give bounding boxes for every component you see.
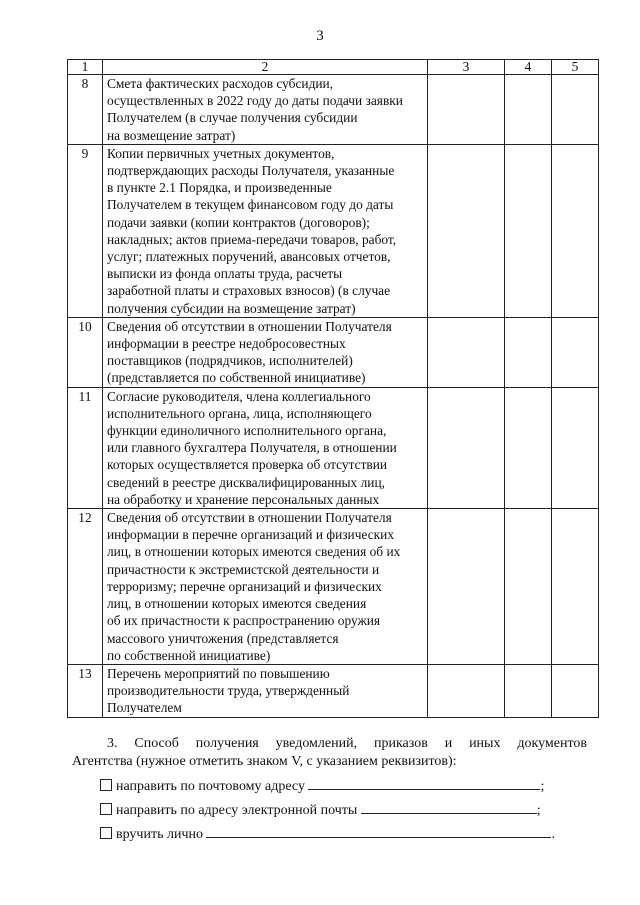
- table-row: [68, 317, 599, 387]
- empty-cell: [428, 387, 505, 508]
- punctuation: ;: [540, 779, 545, 794]
- punctuation: .: [551, 827, 555, 842]
- empty-cell: [428, 75, 505, 145]
- fill-line[interactable]: [206, 825, 551, 838]
- empty-cell: [505, 509, 552, 665]
- row-text: Сведения об отсутствии в отношении Получателя информации в реестре недобросовестных поставщиков (подрядчиков, исполнителей) (представляется по собственной инициативе): [103, 317, 428, 387]
- table-row: [68, 509, 599, 665]
- row-text: Смета фактических расходов субсидии, осуществленных в 2022 году до даты подачи заявки Получателем (в случае получения субсидии на возмещение затрат): [103, 75, 428, 145]
- empty-cell: [552, 387, 599, 508]
- option-email: [100, 801, 541, 820]
- empty-cell: [428, 664, 505, 717]
- documents-table: [67, 59, 599, 718]
- option-label: направить по почтовому адресу: [116, 779, 305, 794]
- checkbox[interactable]: [100, 803, 112, 815]
- empty-cell: [505, 144, 552, 317]
- checkbox[interactable]: [100, 827, 112, 839]
- row-number: 8: [68, 75, 103, 145]
- empty-cell: [428, 509, 505, 665]
- empty-cell: [552, 509, 599, 665]
- header-cell: 5: [552, 60, 599, 75]
- header-cell: 2: [103, 60, 428, 75]
- option-label: направить по адресу электронной почты: [116, 803, 358, 818]
- fill-line[interactable]: [308, 777, 540, 790]
- punctuation: ;: [536, 803, 541, 818]
- row-text: Согласие руководителя, члена коллегиального исполнительного органа, лица, исполняющего функции единоличного исполнительного органа, или главного бухгалтера Получателя, в отношении которых осуществляется проверка об отсутствии сведений в реестре дисквалифицированных лиц, на обработку и хранение персональных данных: [103, 387, 428, 508]
- section-3-line-2: Агентства (нужное отметить знаком V, с указанием реквизитов):: [72, 754, 457, 769]
- empty-cell: [428, 144, 505, 317]
- empty-cell: [505, 317, 552, 387]
- checkbox[interactable]: [100, 779, 112, 791]
- empty-cell: [552, 664, 599, 717]
- row-text: Сведения об отсутствии в отношении Получателя информации в перечне организаций и физических лиц, в отношении которых имеются сведения об их причастности к экстремистской деятельности и терроризму; перечне организаций и физических лиц, в отношении которых имеются сведения об их причастности к распространению оружия массового уничтожения (представляется по собственной инициативе): [103, 509, 428, 665]
- row-number: 12: [68, 509, 103, 665]
- option-label: вручить лично: [116, 827, 203, 842]
- empty-cell: [428, 317, 505, 387]
- empty-cell: [505, 75, 552, 145]
- row-text: Копии первичных учетных документов, подтверждающих расходы Получателя, указанные в пункте 2.1 Порядка, и произведенные Получателем в текущем финансовом году до даты подачи заявки (копии контрактов (договоров); накладных; актов приема-передачи товаров, работ, услуг; платежных поручений, авансовых отчетов, выписки из фонда оплаты труда, расчеты заработной платы и страховых взносов) (в случае получения субсидии на возмещение затрат): [103, 144, 428, 317]
- table-header-row: [68, 60, 599, 75]
- row-number: 10: [68, 317, 103, 387]
- section-3-line-1: 3. Способ получения уведомлений, приказов и иных документов: [107, 736, 587, 751]
- empty-cell: [552, 75, 599, 145]
- page-number: 3: [316, 28, 324, 44]
- table-row: [68, 144, 599, 317]
- table-row: [68, 75, 599, 145]
- row-number: 13: [68, 664, 103, 717]
- empty-cell: [552, 317, 599, 387]
- empty-cell: [552, 144, 599, 317]
- option-post: [100, 777, 544, 796]
- table-row: [68, 387, 599, 508]
- header-cell: 3: [428, 60, 505, 75]
- option-personal: [100, 825, 555, 844]
- fill-line[interactable]: [361, 801, 537, 814]
- empty-cell: [505, 387, 552, 508]
- header-cell: 4: [505, 60, 552, 75]
- row-number: 9: [68, 144, 103, 317]
- table-row: [68, 664, 599, 717]
- row-number: 11: [68, 387, 103, 508]
- row-text: Перечень мероприятий по повышению производительности труда, утвержденный Получателем: [103, 664, 428, 717]
- empty-cell: [505, 664, 552, 717]
- header-cell: 1: [68, 60, 103, 75]
